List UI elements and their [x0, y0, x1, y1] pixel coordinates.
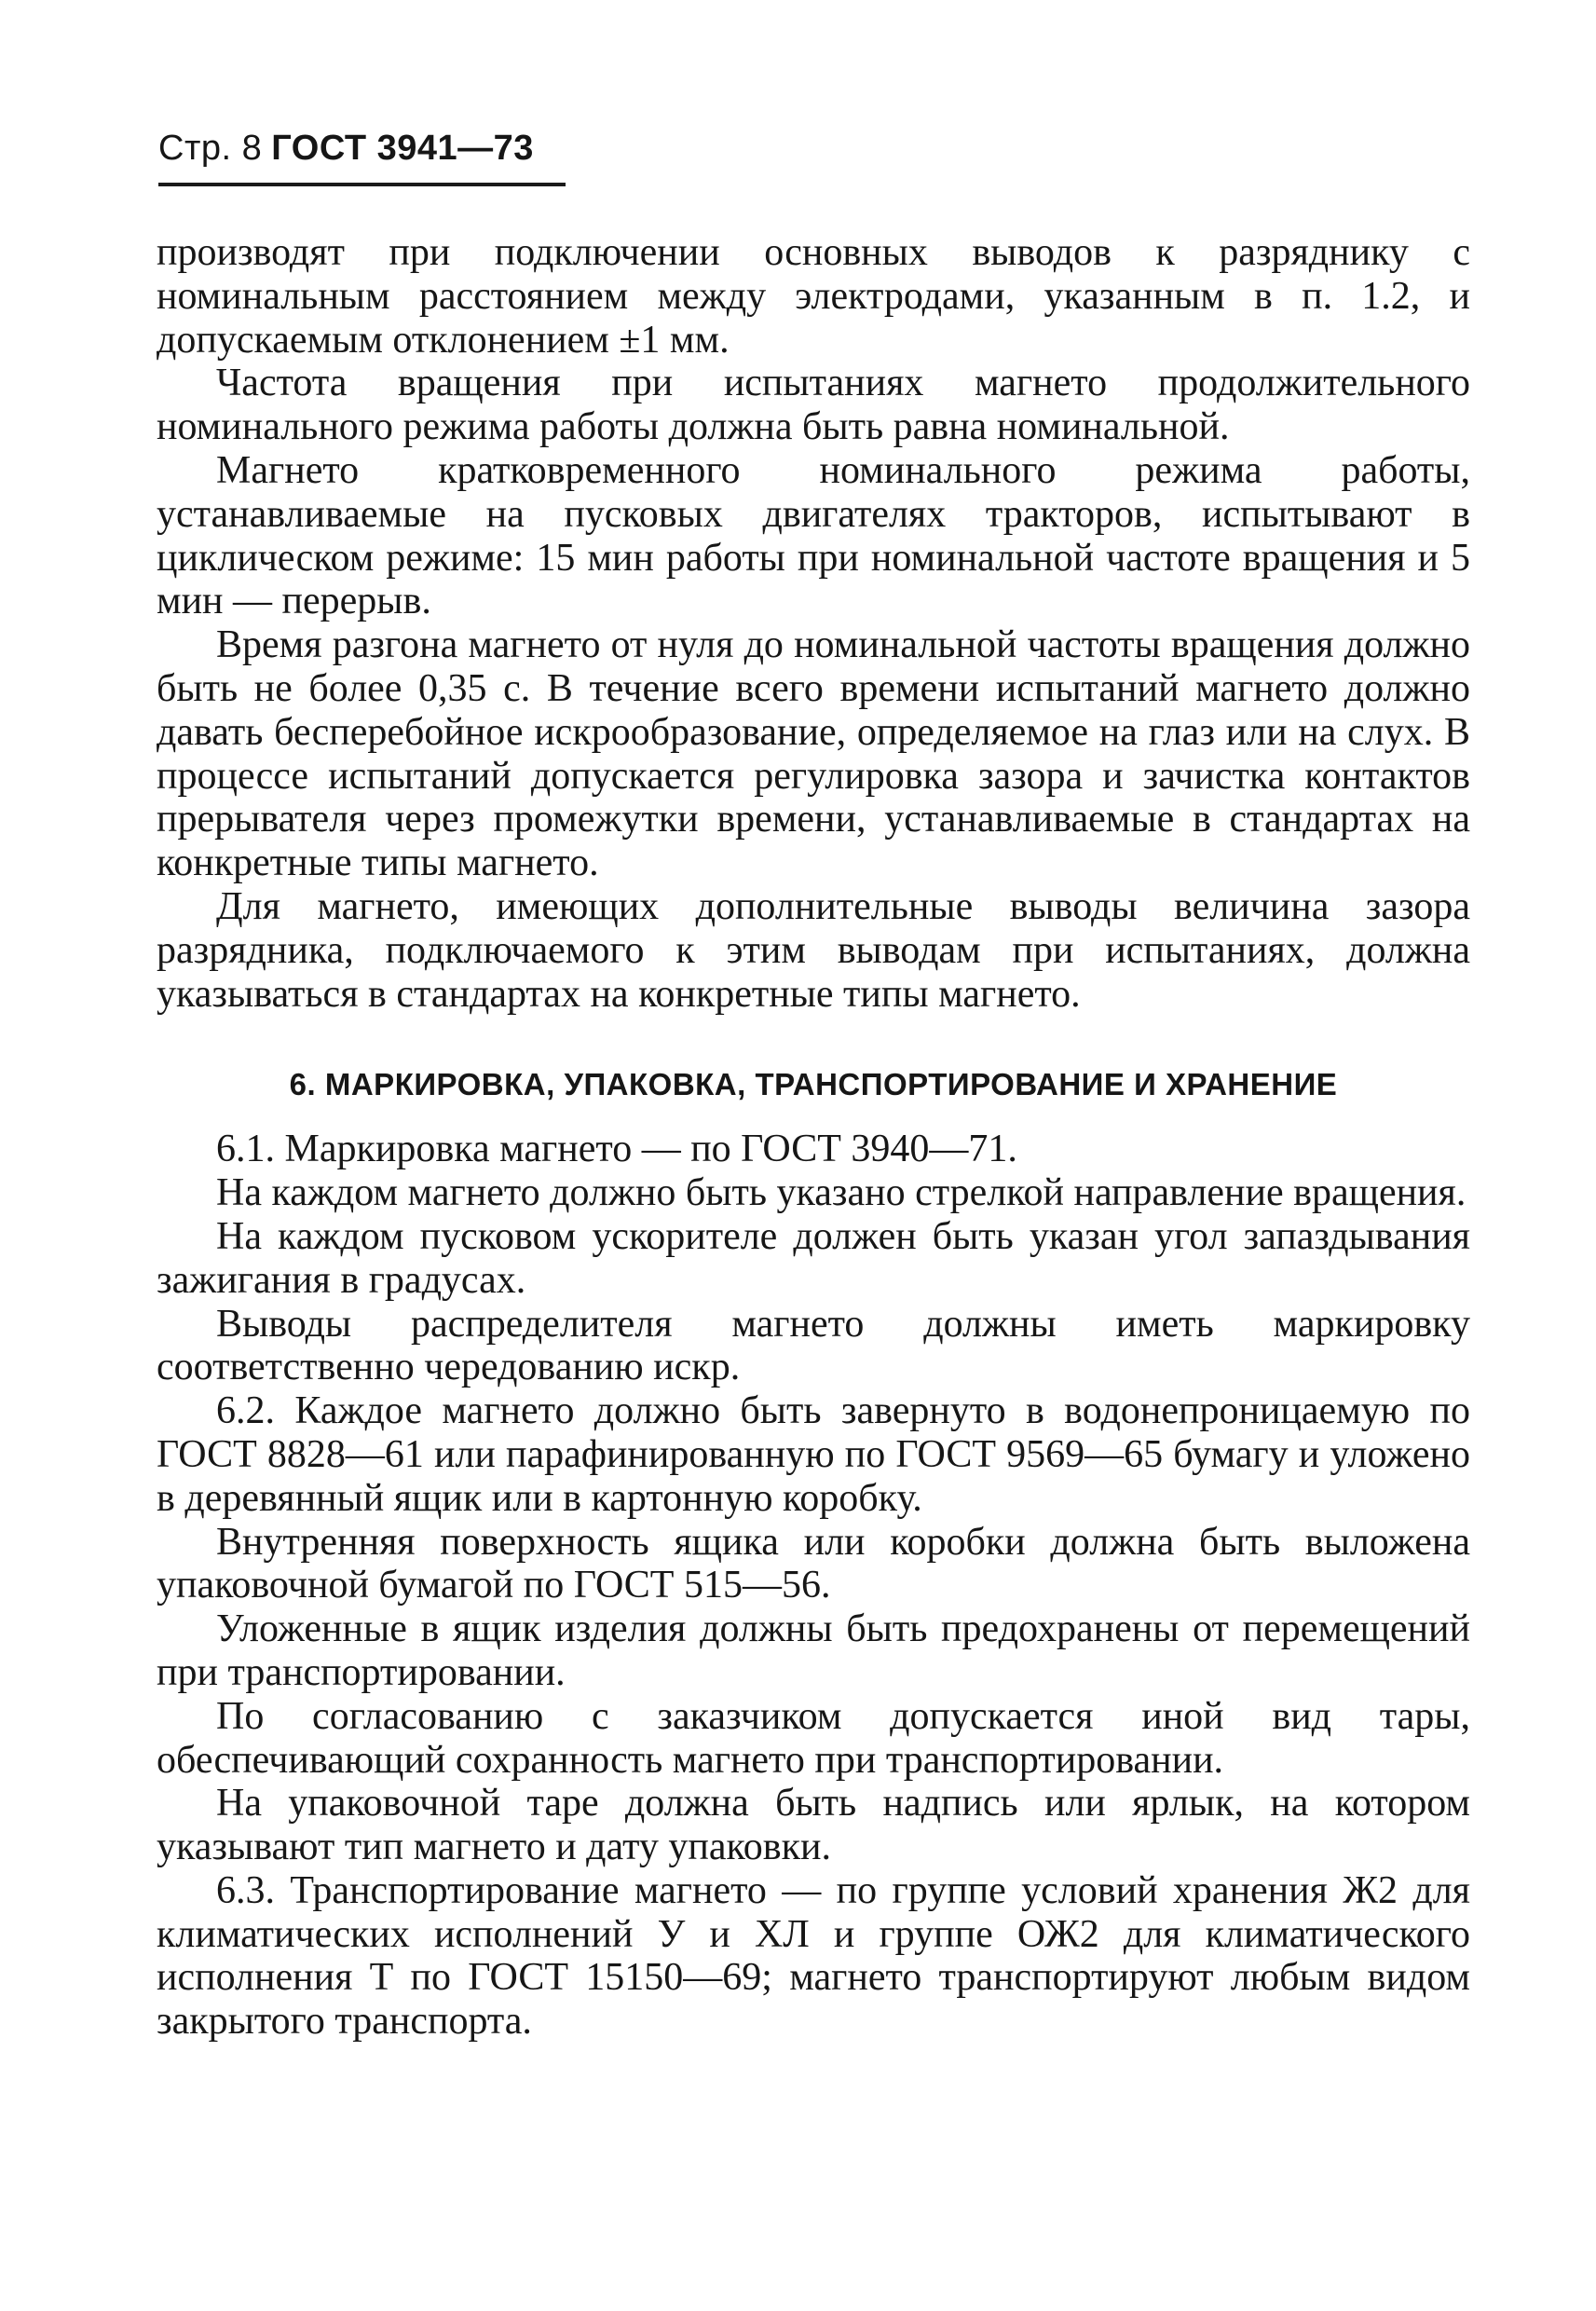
paragraph: Для магнето, имеющих дополнительные выводы величина зазора разрядника, подключаемого к этим выводам при испытаниях, должна указываться в стандартах на конкретные типы магнето.: [157, 884, 1470, 1016]
paragraph: 6.3. Транспортирование магнето — по группе условий хранения Ж2 для климатических исполнений У и ХЛ и группе ОЖ2 для климатического исполнения Т по ГОСТ 15150—69; магнето транспортируют любым видом закрытого транспорта.: [157, 1868, 1470, 2044]
paragraph: Частота вращения при испытаниях магнето продолжительного номинального режима работы должна быть равна номинальной.: [157, 362, 1470, 449]
standard-code: ГОСТ 3941—73: [271, 129, 534, 168]
paragraph-continued: производят при подключении основных выводов к разряднику с номинальным расстоянием между электродами, указанным в п. 1.2, и допускаемым отклонением ±1 мм.: [157, 231, 1470, 362]
paragraph: 6.2. Каждое магнето должно быть завернуто в водонепроницаемую по ГОСТ 8828—61 или парафинированную по ГОСТ 9569—65 бумагу и уложено в деревянный ящик или в картонную коробку.: [157, 1389, 1470, 1520]
page-header: [158, 129, 534, 185]
paragraph: Выводы распределителя магнето должны иметь маркировку соответственно чередованию искр.: [157, 1302, 1470, 1389]
paragraph: Время разгона магнето от нуля до номинальной частоты вращения должно быть не более 0,35 с. В течение всего времени испытаний магнето должно давать бесперебойное искрообразование, определяемое на глаз или на слух. В процессе испытаний допускается регулировка зазора и зачистка контактов прерывателя через промежутки времени, устанавливаемые в стандартах на конкретные типы магнето.: [157, 623, 1470, 885]
paragraph: Магнето кратковременного номинального режима работы, устанавливаемые на пусковых двигателях тракторов, испытывают в циклическом режиме: 15 мин работы при номинальной частоте вращения и 5 мин — перерыв.: [157, 448, 1470, 623]
paragraph: 6.1. Маркировка магнето — по ГОСТ 3940—71.: [216, 1128, 1017, 1171]
paragraph: Уложенные в ящик изделия должны быть предохранены от перемещений при транспортировании.: [157, 1607, 1470, 1694]
section-heading: 6. МАРКИРОВКА, УПАКОВКА, ТРАНСПОРТИРОВАНИЕ И ХРАНЕНИЕ: [289, 1067, 1338, 1102]
paragraph: Внутренняя поверхность ящика или коробки должна быть выложена упаковочной бумагой по ГОСТ 515—56.: [157, 1520, 1470, 1607]
paragraph: На каждом магнето должно быть указано стрелкой направление вращения.: [216, 1171, 1466, 1215]
paragraph: На упаковочной таре должна быть надпись или ярлык, на котором указывают тип магнето и дату упаковки.: [157, 1782, 1470, 1869]
header-rule: [158, 183, 566, 186]
paragraph: По согласованию с заказчиком допускается иной вид тары, обеспечивающий сохранность магнето при транспортировании.: [157, 1694, 1470, 1782]
paragraph: На каждом пусковом ускорителе должен быть указан угол запаздывания зажигания в градусах.: [157, 1214, 1470, 1302]
document-body: [157, 231, 1470, 2044]
page-number: Стр. 8: [158, 129, 263, 168]
